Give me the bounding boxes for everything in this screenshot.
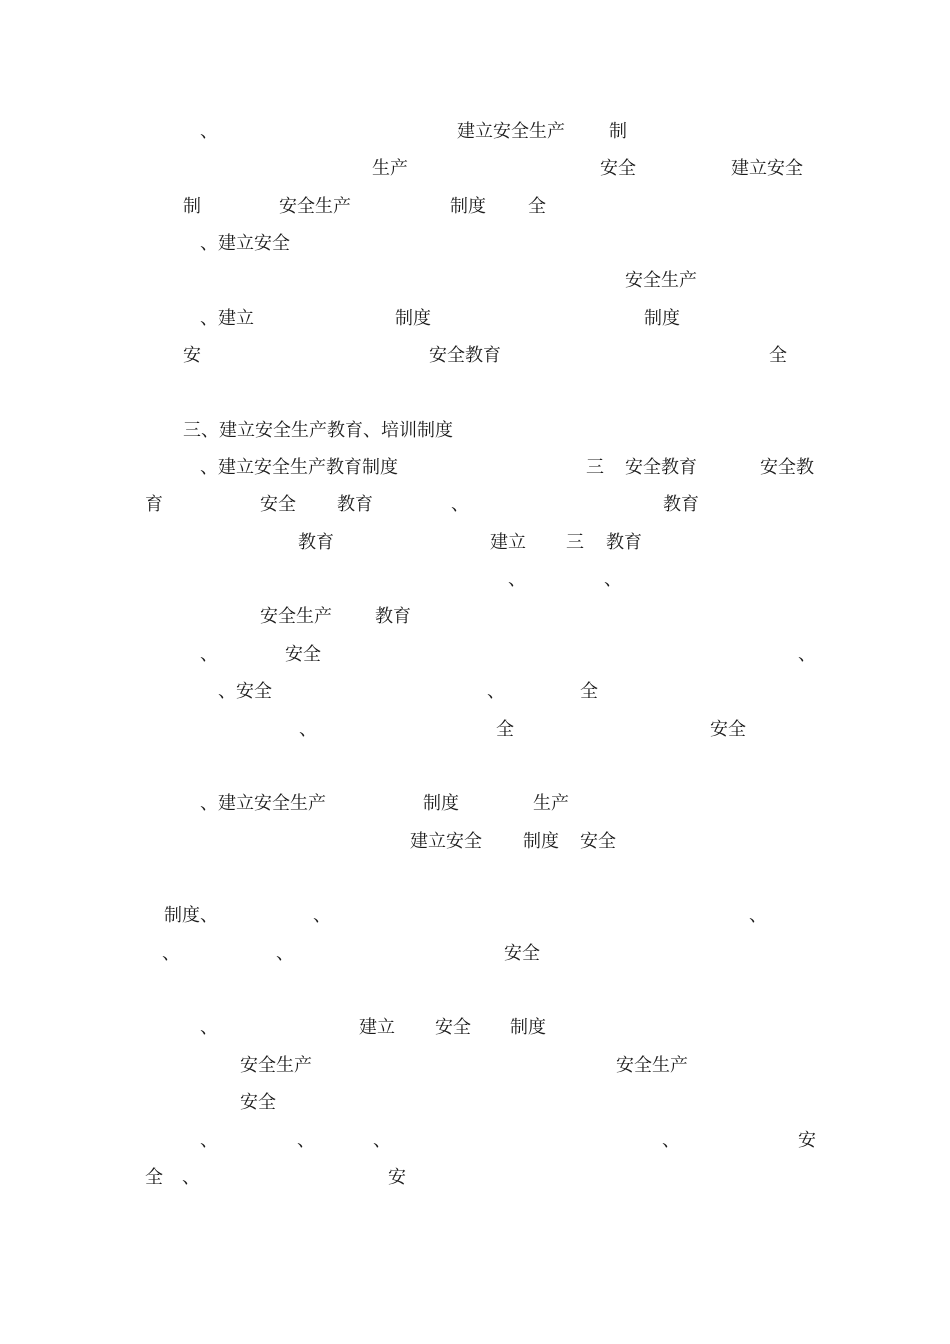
text-fragment: 全 <box>528 196 546 217</box>
text-fragment: 、建立安全生产 <box>200 793 326 814</box>
text-fragment: 、建立 <box>200 308 254 329</box>
text-fragment: 、 <box>276 943 294 964</box>
text-fragment: 、 <box>508 569 526 590</box>
text-fragment: 、 <box>200 121 218 142</box>
text-fragment: 、 <box>749 905 767 926</box>
text-fragment: 教育 <box>375 606 411 627</box>
text-fragment: 、 <box>200 1017 218 1038</box>
text-fragment: 全 <box>145 1167 163 1188</box>
text-fragment: 、 <box>451 494 469 515</box>
text-fragment: 安 <box>388 1167 406 1188</box>
text-fragment: 安全 <box>710 719 746 740</box>
text-fragment: 、 <box>313 905 331 926</box>
text-fragment: 制度 <box>450 196 486 217</box>
text-fragment: 安全 <box>240 1092 276 1113</box>
text-fragment: 制 <box>609 121 627 142</box>
text-fragment: 制度 <box>395 308 431 329</box>
text-fragment: 、建立安全生产教育制度 <box>200 457 398 478</box>
text-fragment: 、 <box>373 1130 391 1151</box>
text-fragment: 生产 <box>533 793 569 814</box>
text-fragment: 全 <box>769 345 787 366</box>
text-fragment: 、安全 <box>218 681 272 702</box>
text-fragment: 、 <box>299 719 317 740</box>
text-fragment: 制度 <box>523 831 559 852</box>
text-fragment: 安全 <box>504 943 540 964</box>
text-fragment: 全 <box>496 719 514 740</box>
text-fragment: 全 <box>580 681 598 702</box>
text-fragment: 制度 <box>423 793 459 814</box>
text-fragment: 安全 <box>435 1017 471 1038</box>
text-fragment: 建立 <box>359 1017 395 1038</box>
text-fragment: 、 <box>487 681 505 702</box>
text-fragment: 制度 <box>644 308 680 329</box>
text-fragment: 安全教育 <box>625 457 697 478</box>
text-fragment: 教育 <box>606 532 642 553</box>
text-fragment: 、 <box>200 644 218 665</box>
text-fragment: 、 <box>297 1130 315 1151</box>
text-fragment: 、建立安全 <box>200 233 290 254</box>
text-fragment: 、 <box>604 569 622 590</box>
text-fragment: 建立安全 <box>410 831 482 852</box>
text-fragment: 安全生产 <box>616 1055 688 1076</box>
text-fragment: 建立安全 <box>731 158 803 179</box>
text-fragment: 制 <box>183 196 201 217</box>
text-fragment: 教育 <box>298 532 334 553</box>
text-fragment: 安全生产 <box>240 1055 312 1076</box>
text-fragment: 安全教育 <box>429 345 501 366</box>
text-fragment: 建立 <box>490 532 526 553</box>
text-fragment: 生产 <box>372 158 408 179</box>
text-fragment: 安全 <box>600 158 636 179</box>
text-fragment: 、 <box>162 943 180 964</box>
text-fragment: 安 <box>183 345 201 366</box>
text-fragment: 育 <box>145 494 163 515</box>
text-fragment: 安全 <box>285 644 321 665</box>
text-fragment: 安 <box>798 1130 816 1151</box>
text-fragment: 安全生产 <box>625 270 697 291</box>
text-fragment: 安全 <box>260 494 296 515</box>
text-fragment: 三 <box>586 457 604 478</box>
text-fragment: 、 <box>200 1130 218 1151</box>
text-fragment: 安全 <box>580 831 616 852</box>
text-fragment: 制度 <box>510 1017 546 1038</box>
text-fragment: 安全教 <box>760 457 814 478</box>
text-fragment: 安全生产 <box>279 196 351 217</box>
text-fragment: 教育 <box>663 494 699 515</box>
text-fragment: 建立安全生产 <box>457 121 565 142</box>
text-fragment: 安全生产 <box>260 606 332 627</box>
text-fragment: 教育 <box>337 494 373 515</box>
text-fragment: 制度、 <box>164 905 218 926</box>
section-heading: 三、建立安全生产教育、培训制度 <box>183 420 453 441</box>
text-fragment: 、 <box>798 644 816 665</box>
text-fragment: 三 <box>566 532 584 553</box>
text-fragment: 、 <box>662 1130 680 1151</box>
text-fragment: 、 <box>182 1167 200 1188</box>
